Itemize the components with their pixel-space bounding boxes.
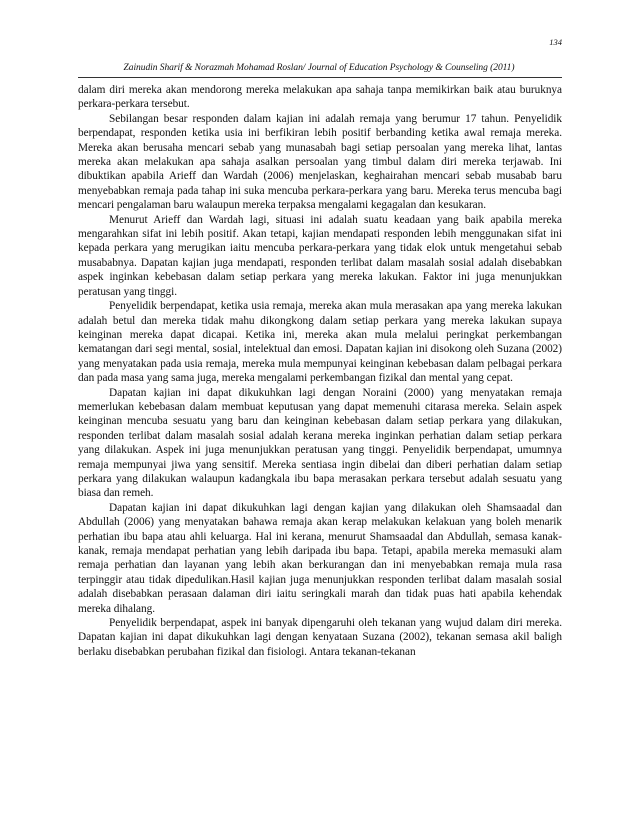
paragraph: Dapatan kajian ini dapat dikukuhkan lagi dengan kajian yang dilakukan oleh Shamsaadal dan Abdullah (2006) yang menyatakan bahawa remaja akan kerap melakukan kelakuan yang boleh menarik perhatian ibu bapa atau ahli keluarga. Hal ini kerana, menurut Shamsaadal dan Abdullah, semasa kanak-kanak, remaja mendapat perhatian yang lebih daripada ibu bapa. Tetapi, apabila mereka memasuki alam remaja perhatian dan layanan yang lebih akan berkurangan dan ini menyebabkan remaja mula rasa terpinggir atau tidak dipedulikan.Hasil kajian juga menunjukkan responden terlibat dalam masalah sosial adalah disebabkan perasaan dalaman diri iaitu seringkali marah dan tidak puas hati apabila kehendak mereka dihalang. [78, 501, 562, 615]
paragraph: Menurut Arieff dan Wardah lagi, situasi ini adalah suatu keadaan yang baik apabila mereka mengarahkan sifat ini lebih positif. Akan tetapi, kajian mendapati responden lebih menggunakan sifat ini kepada perkara yang merugikan iaitu mencuba perkara-perkara yang tidak elok untuk mengetahui sebab musababnya. Dapatan kajian juga mendapati, responden terlibat dalam masalah sosial adalah disebabkan aspek inginkan kebebasan dalam setiap perkara yang mereka lakukan. Faktor ini juga menunjukkan peratusan yang tinggi. [78, 213, 562, 298]
page-number: 134 [549, 37, 562, 47]
running-head: Zainudin Sharif & Norazmah Mohamad Roslan/ Journal of Education Psychology & Counseling (2011) [123, 63, 515, 73]
paragraph: dalam diri mereka akan mendorong mereka melakukan apa sahaja tanpa memikirkan baik atau buruknya perkara-perkara tersebut. [78, 84, 562, 111]
paragraph: Penyelidik berpendapat, aspek ini banyak dipengaruhi oleh tekanan yang wujud dalam diri mereka. Dapatan kajian ini dapat dikukuhkan lagi dengan kenyataan Suzana (2002), tekanan semasa akil baligh berlaku disebabkan perubahan fizikal dan fisiologi. Antara tekanan-tekanan [78, 617, 562, 658]
body-text [78, 83, 562, 659]
paragraph: Sebilangan besar responden dalam kajian ini adalah remaja yang berumur 17 tahun. Penyelidik berpendapat, responden ketika usia ini berfikiran lebih positif berbanding ketika awal remaja mereka. Mereka akan berusaha mencari sebab yang munasabah bagi setiap persoalan yang mereka lihat, lantas mereka akan melakukan apa sahaja asalkan persoalan yang timbul dalam diri mereka terjawab. Ini dibuktikan apabila Arieff dan Wardah (2006) menjelaskan, keghairahan mencari sebab musabab baru menyebabkan remaja pada tahap ini suka mencuba perkara-perkara yang baru. Mereka terus mencuba bagi mencari pengalaman baru walaupun mereka terpaksa mengalami kegagalan dan kesukaran. [78, 112, 562, 212]
paragraph: Penyelidik berpendapat, ketika usia remaja, mereka akan mula merasakan apa yang mereka lakukan adalah betul dan mereka tidak mahu dikongkong dalam setiap perkara yang mereka lakukan supaya keinginan mereka dapat dicapai. Ketika ini, mereka akan mula melalui peringkat perkembangan kematangan dari segi mental, sosial, intelektual dan emosi. Dapatan kajian ini disokong oleh Suzana (2002) yang menyatakan pada usia remaja, mereka mula mempunyai keinginan kebebasan dalam pelbagai perkara dan pada masa yang sama juga, mereka mengalami perkembangan fizikal dan mental yang cepat. [78, 300, 562, 385]
paragraph: Dapatan kajian ini dapat dikukuhkan lagi dengan Noraini (2000) yang menyatakan remaja memerlukan kebebasan dalam membuat keputusan yang dapat memenuhi citarasa mereka. Selain aspek keinginan mencuba sesuatu yang baru dan keinginan kebebasan dalam setiap perkara yang dilakukan, responden terlibat dalam masalah sosial adalah kerana mereka inginkan perhatian dalam setiap perkara yang dilakukan. Aspek ini juga menunjukkan peratusan yang tinggi. Penyelidik berpendapat, umumnya remaja mempunyai jiwa yang sensitif. Mereka sentiasa ingin dibelai dan diberi perhatian dalam setiap perkara yang dilakukan walaupun kadangkala ibu bapa merasakan perkara tersebut adalah sesuatu yang biasa dan remeh. [78, 386, 562, 500]
header-rule [78, 77, 562, 78]
